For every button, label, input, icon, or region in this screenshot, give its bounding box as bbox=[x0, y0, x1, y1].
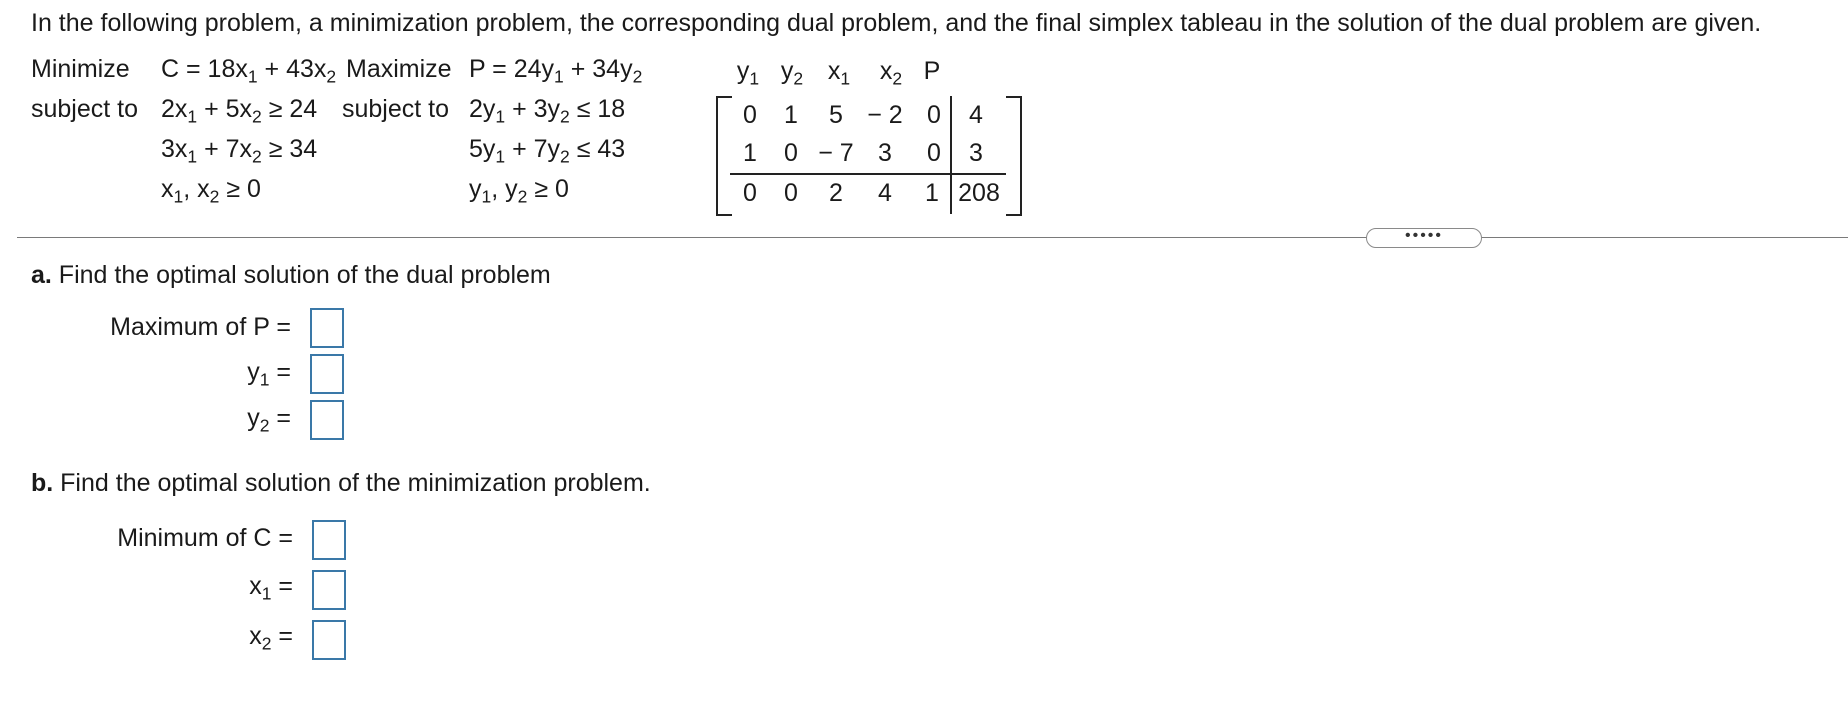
tableau-cell: 1 bbox=[743, 139, 757, 167]
dual-objective: $P = 24y_1 + 34y_2$ bbox=[469, 55, 643, 87]
tableau-cell: 1 bbox=[925, 179, 939, 207]
tableau-cell: 0 bbox=[784, 139, 798, 167]
problem-intro: In the following problem, a minimization problem, the corresponding dual problem, and the final simplex tableau in the solution of the dual problem are given. bbox=[31, 9, 1762, 37]
primal-objective: $C = 18x_1 + 43x_2$ bbox=[161, 55, 337, 87]
x1-label: $x_1$ = bbox=[249, 572, 293, 604]
min-c-input[interactable] bbox=[312, 520, 346, 560]
tableau-cell: − 7 bbox=[818, 139, 854, 167]
tableau-header-y2: $y_2$ bbox=[780, 57, 804, 89]
x2-input[interactable] bbox=[312, 620, 346, 660]
y2-input[interactable] bbox=[310, 400, 344, 440]
maximize-label: Maximize bbox=[346, 55, 452, 83]
primal-nonnegativity: $x_1$, $x_2 \ge 0$ bbox=[161, 175, 261, 207]
tableau-cell: 0 bbox=[927, 101, 941, 129]
primal-subject-to-label: subject to bbox=[31, 95, 139, 123]
tableau-header-p: P bbox=[923, 57, 941, 85]
tableau-cell: 1 bbox=[784, 101, 798, 129]
tableau-header-y1: $y_1$ bbox=[736, 57, 760, 89]
show-more-button[interactable]: ••••• bbox=[1366, 228, 1482, 248]
tableau-cell: 0 bbox=[743, 179, 757, 207]
tableau-header-x1: $x_1$ bbox=[827, 57, 851, 89]
max-p-label: Maximum of P = bbox=[110, 313, 291, 341]
dual-constraint-1: $2y_1 + 3y_2 \le 18$ bbox=[469, 95, 626, 127]
part-b-heading: b. Find the optimal solution of the minimization problem. bbox=[31, 469, 651, 497]
dual-subject-to-label: subject to bbox=[342, 95, 450, 123]
tableau-header-x2: $x_2$ bbox=[879, 57, 903, 89]
tableau-rhs-cell: 208 bbox=[958, 179, 1000, 207]
tableau-cell: 0 bbox=[927, 139, 941, 167]
tableau-cell: 4 bbox=[878, 179, 892, 207]
tableau-cell: 2 bbox=[829, 179, 843, 207]
dual-constraint-2: $5y_1 + 7y_2 \le 43$ bbox=[469, 135, 626, 167]
dual-nonnegativity: $y_1$, $y_2 \ge 0$ bbox=[469, 175, 569, 207]
primal-constraint-1: $2x_1 + 5x_2 \ge 24$ bbox=[161, 95, 318, 127]
tableau-cell: 5 bbox=[829, 101, 843, 129]
x2-label: $x_2$ = bbox=[249, 622, 293, 654]
y2-label: $y_2$ = bbox=[247, 404, 291, 436]
section-divider bbox=[17, 237, 1848, 238]
tableau-rhs-cell: 4 bbox=[969, 101, 983, 129]
tableau-cell: − 2 bbox=[867, 101, 903, 129]
y1-input[interactable] bbox=[310, 354, 344, 394]
tableau-cell: 0 bbox=[743, 101, 757, 129]
y1-label: $y_1$ = bbox=[247, 358, 291, 390]
tableau-cell: 3 bbox=[878, 139, 892, 167]
x1-input[interactable] bbox=[312, 570, 346, 610]
min-c-label: Minimum of C = bbox=[117, 524, 293, 552]
primal-constraint-2: $3x_1 + 7x_2 \ge 34$ bbox=[161, 135, 318, 167]
minimize-label: Minimize bbox=[31, 55, 130, 83]
tableau-rhs-cell: 3 bbox=[969, 139, 983, 167]
tableau-cell: 0 bbox=[784, 179, 798, 207]
part-a-heading: a. Find the optimal solution of the dual problem bbox=[31, 261, 551, 289]
max-p-input[interactable] bbox=[310, 308, 344, 348]
tableau-horizontal-divider bbox=[730, 173, 1006, 175]
tableau-right-bracket bbox=[1006, 96, 1022, 216]
